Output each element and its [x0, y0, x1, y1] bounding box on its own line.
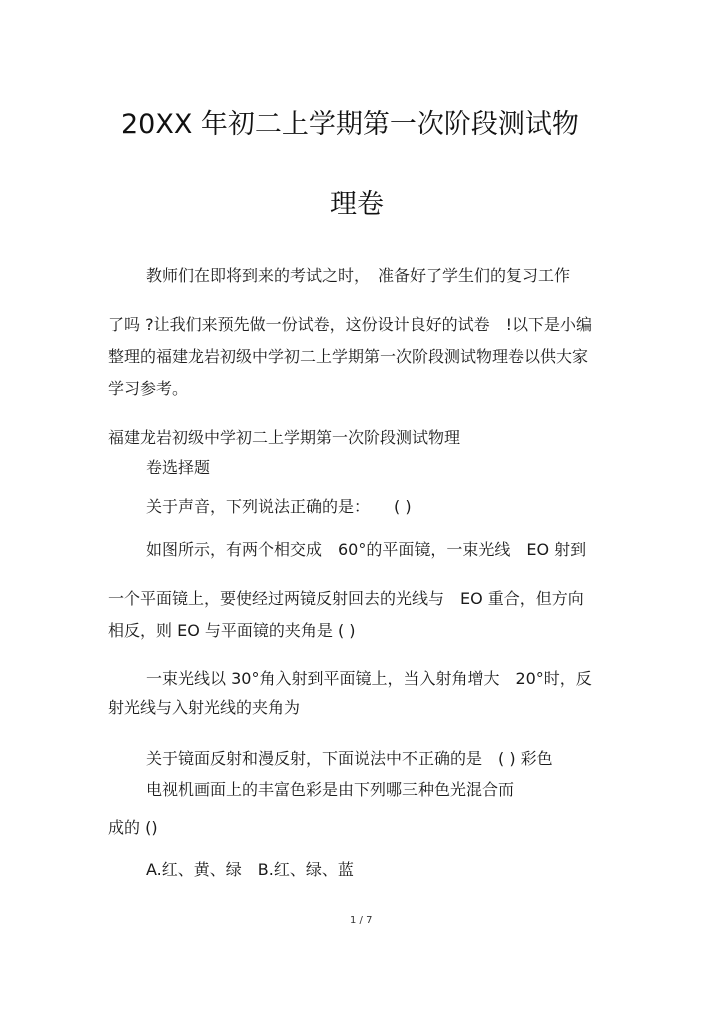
section-heading-cont: 卷选择题	[146, 458, 211, 477]
question-5-line: 成的 ()	[108, 818, 158, 837]
intro-line: 整理的福建龙岩初级中学初二上学期第一次阶段测试物理卷以供大家	[108, 347, 589, 366]
page-number: 1 / 7	[350, 915, 373, 926]
answer-options: A.红、黄、绿 B.红、绿、蓝	[146, 860, 354, 879]
question-3-line: 射光线与入射光线的夹角为	[108, 698, 301, 717]
intro-line: 了吗 ?让我们来预先做一份试卷，这份设计良好的试卷 !以下是小编	[108, 315, 592, 334]
question-2-line: 如图所示，有两个相交成 60°的平面镜，一束光线 EO 射到	[146, 540, 587, 559]
intro-line: 教师们在即将到来的考试之时， 准备好了学生们的复习工作	[146, 266, 571, 285]
question-3-line: 一束光线以 30°角入射到平面镜上，当入射角增大 20°时，反	[146, 669, 592, 688]
question-2-line: 一个平面镜上，要使经过两镜反射回去的光线与 EO 重合，但方向	[108, 589, 584, 608]
intro-line: 学习参考。	[108, 379, 189, 398]
question-2-line: 相反，则 EO 与平面镜的夹角是 ( )	[108, 621, 356, 640]
question-4: 关于镜面反射和漫反射，下面说法中不正确的是 ( ) 彩色	[146, 749, 553, 768]
section-heading: 福建龙岩初级中学初二上学期第一次阶段测试物理	[108, 428, 461, 447]
question-1: 关于声音，下列说法正确的是： ( )	[146, 497, 412, 516]
page-title-line-1: 20XX 年初二上学期第一次阶段测试物	[121, 109, 579, 140]
question-5-line: 电视机画面上的丰富色彩是由下列哪三种色光混合而	[146, 780, 515, 799]
page-title-line-2: 理卷	[330, 189, 384, 220]
